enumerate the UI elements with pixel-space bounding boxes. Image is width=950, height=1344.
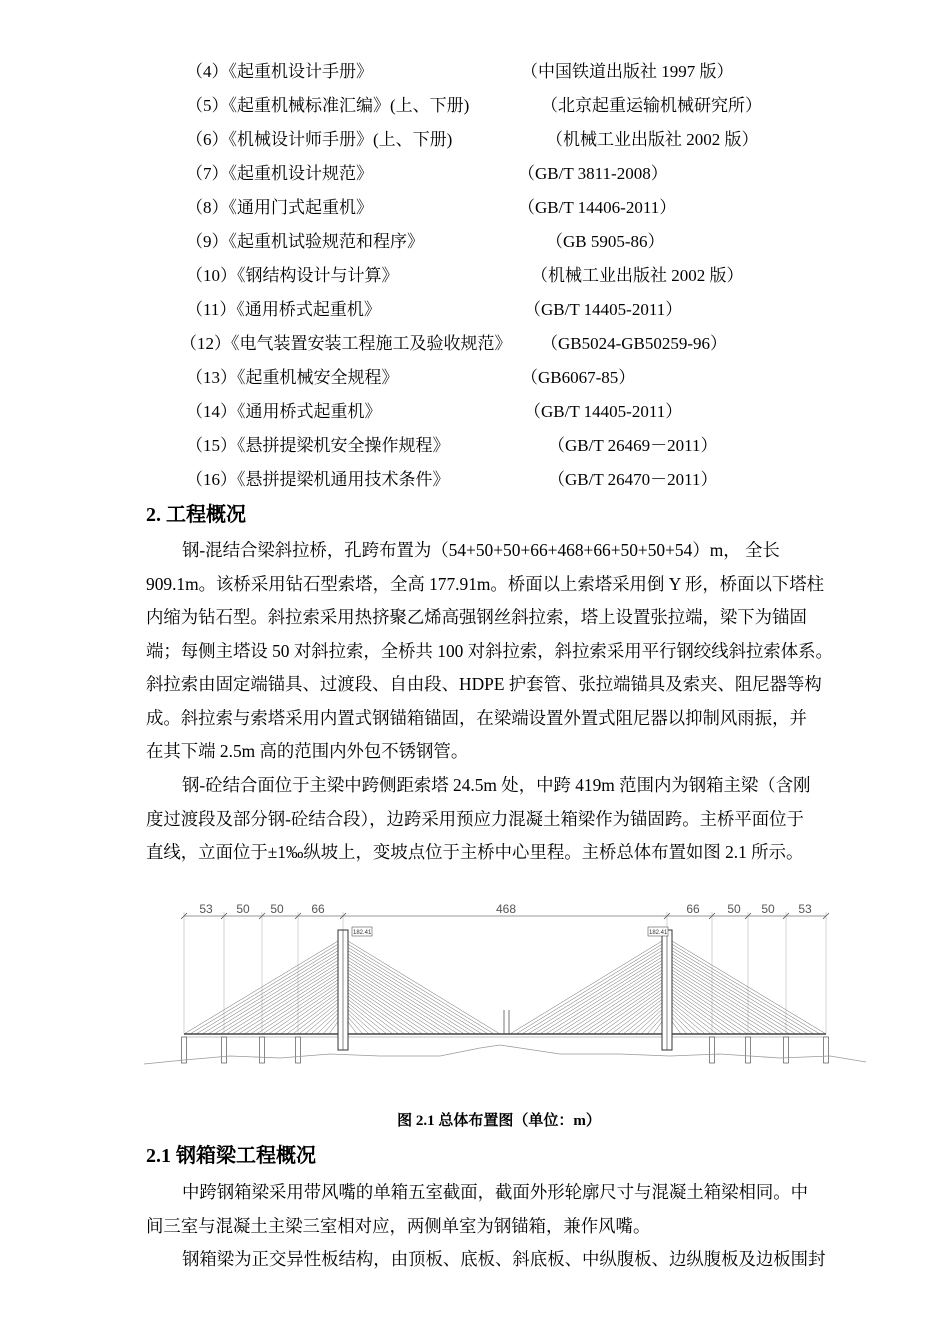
steel-box-paragraph-2 (146, 1243, 873, 1277)
stay-cables (184, 938, 826, 1034)
piers (182, 1037, 829, 1063)
pylons (338, 927, 672, 1050)
ref-8-title: （8）《通用门式起重机》 (186, 198, 373, 217)
text-line: 中跨钢箱梁采用带风嘴的单箱五室截面，截面外形轮廓尺寸与混凝土箱梁相同。中 (182, 1182, 809, 1202)
figure-caption: 图 2.1 总体布置图（单位：m） (397, 1113, 601, 1129)
stay-cable (576, 973, 667, 1034)
stay-cable (516, 941, 667, 1034)
bridge-elevation-drawing (140, 898, 870, 1088)
ref-10-title: （10）《钢结构设计与计算》 (186, 266, 399, 285)
stay-cable (250, 973, 343, 1034)
pier (260, 1037, 265, 1063)
dim-label-right-4: 53 (798, 902, 812, 916)
ref-6-title: （6）《机械设计师手册》(上、下册) (186, 130, 453, 149)
stay-cable (667, 973, 760, 1034)
dim-label-right-1: 66 (686, 902, 700, 916)
dim-label-right-2: 50 (727, 902, 741, 916)
text-line: 端；每侧主塔设 50 对斜拉索，全桥共 100 对斜拉索，斜拉索采用平行钢绞线斜拉索体系。 (146, 640, 833, 661)
ref-15-source: （GB/T 26469－2011） (548, 436, 718, 455)
midspan-marker (504, 1010, 509, 1034)
text-line: 直线，立面位于±1‰纵坡上，变坡点位于主桥中心里程。主桥总体布置如图 2.1 所示。 (146, 842, 804, 862)
text-line: 斜拉索由固定端锚具、过渡段、自由段、HDPE 护套管、张拉端锚具及索夹、阻尼器等构 (146, 674, 822, 694)
ref-6-source: （机械工业出版社 2002 版） (546, 130, 759, 149)
text-line: 间三室与混凝土主梁三室相对应，两侧单室为钢锚箱，兼作风嘴。 (146, 1215, 651, 1236)
ref-8-source: （GB/T 14406-2011） (518, 198, 677, 217)
pier (296, 1037, 301, 1063)
stay-cable (343, 938, 500, 1034)
ref-16-title: （16）《悬拼提梁机通用技术条件》 (186, 470, 450, 489)
stay-cable (667, 941, 820, 1034)
stay-cable (667, 986, 735, 1034)
dim-label-left-3: 50 (270, 902, 284, 916)
pier (784, 1037, 789, 1063)
ref-14-title: （14）《通用桥式起重机》 (186, 402, 382, 421)
stay-cable (343, 954, 470, 1034)
steel-box-paragraph-1 (146, 1176, 873, 1243)
dim-label-left-1: 53 (199, 902, 213, 916)
pier (222, 1037, 227, 1063)
stay-cable (232, 964, 343, 1034)
stay-cable (214, 954, 343, 1034)
stay-cable (587, 980, 667, 1034)
text-line: 在其下端 2.5m 高的范围内外包不锈钢管。 (146, 741, 469, 761)
dim-label-left-2: 50 (236, 902, 250, 916)
dim-label-center: 468 (495, 902, 517, 916)
stay-cable (599, 986, 667, 1034)
ref-12-title: （12）《电气装置安装工程施工及验收规范》 (180, 334, 512, 353)
ref-11-source: （GB/T 14405-2011） (524, 300, 683, 319)
stay-cable (190, 941, 343, 1034)
stay-cable (184, 938, 343, 1034)
stay-cable (343, 941, 494, 1034)
text-line: 909.1m。该桥采用钻石型索塔，全高 177.91m。桥面以上索塔采用倒 Y 形，桥面以下塔柱 (146, 573, 825, 594)
ref-7-source: （GB/T 3811-2008） (518, 164, 668, 183)
ref-14-source: （GB/T 14405-2011） (524, 402, 683, 421)
ref-13-title: （13）《起重机械安全规程》 (186, 368, 399, 387)
text-line: 钢箱梁为正交异性板结构，由顶板、底板、斜底板、中纵腹板、边纵腹板及边板围封 (182, 1249, 826, 1269)
section-heading-overview: 2. 工程概况 (146, 504, 246, 526)
stay-cable (667, 954, 796, 1034)
ref-16-source: （GB/T 26470－2011） (548, 470, 718, 489)
stay-cable (667, 948, 808, 1034)
ref-5-title: （5）《起重机械标准汇编》(上、下册) (186, 96, 470, 115)
ref-5-source: （北京起重运输机械研究所） (541, 96, 762, 115)
overview-paragraph-2 (146, 769, 873, 870)
pier (824, 1037, 829, 1063)
text-line: 成。斜拉索与索塔采用内置式钢锚箱锚固，在梁端设置外置式阻尼器以抑制风雨振，并 (146, 707, 807, 728)
ref-10-source: （机械工业出版社 2002 版） (531, 266, 744, 285)
ground-line (144, 1045, 866, 1064)
stay-cable (275, 986, 343, 1034)
stay-cable (558, 964, 667, 1034)
pier (746, 1037, 751, 1063)
stay-cable (528, 948, 667, 1034)
overview-paragraph-1 (146, 534, 873, 769)
text-line: 度过渡段及部分钢-砼结合段），边跨采用预应力混凝土箱梁作为锚固跨。主桥平面位于 (146, 808, 804, 829)
dimension-labels (199, 902, 812, 916)
ref-11-title: （11）《通用桥式起重机》 (186, 300, 381, 319)
ref-9-source: （GB 5905-86） (546, 232, 665, 251)
stay-cable (510, 938, 667, 1034)
ref-15-title: （15）《悬拼提梁机安全操作规程》 (186, 436, 450, 455)
tower-right-elevation-label: 182.41 (649, 930, 668, 936)
bridge-deck (184, 1034, 826, 1037)
stay-cable (343, 973, 434, 1034)
stay-cable (343, 948, 482, 1034)
dim-label-right-3: 50 (761, 902, 775, 916)
stay-cable (257, 976, 344, 1034)
stay-cable (343, 980, 423, 1034)
ref-4-source: （中国铁道出版社 1997 版） (521, 62, 734, 81)
section-heading-steel-box-girder: 2.1 钢箱梁工程概况 (146, 1145, 316, 1167)
ref-4-title: （4）《起重机设计手册》 (186, 62, 373, 81)
stay-cable (343, 964, 452, 1034)
stay-cable (540, 954, 667, 1034)
text-line: 钢-混结合梁斜拉桥，孔跨布置为（54+50+50+66+468+66+50+50+54）m， 全长 (182, 540, 780, 560)
text-line: 内缩为钻石型。斜拉索采用热挤聚乙烯高强钢丝斜拉索，塔上设置张拉端，梁下为锚固 (146, 607, 807, 627)
pier (182, 1037, 187, 1063)
stay-cable (667, 938, 826, 1034)
ref-13-source: （GB6067-85） (521, 368, 636, 387)
stay-cable (343, 986, 411, 1034)
ref-7-title: （7）《起重机设计规范》 (186, 164, 373, 183)
dim-label-left-4: 66 (311, 902, 325, 916)
stay-cable (667, 980, 747, 1034)
tower-left-elevation-label: 182.41 (353, 930, 372, 936)
pier (710, 1037, 715, 1063)
stay-cable (202, 948, 343, 1034)
ref-12-source: （GB5024-GB50259-96） (541, 334, 728, 353)
stay-cable (667, 964, 778, 1034)
stay-cable (263, 980, 343, 1034)
text-line: 钢-砼结合面位于主梁中跨侧距索塔 24.5m 处，中跨 419m 范围内为钢箱主梁（含刚 (182, 775, 811, 795)
stay-cable (667, 976, 754, 1034)
ref-9-title: （9）《起重机试验规范和程序》 (186, 232, 424, 251)
